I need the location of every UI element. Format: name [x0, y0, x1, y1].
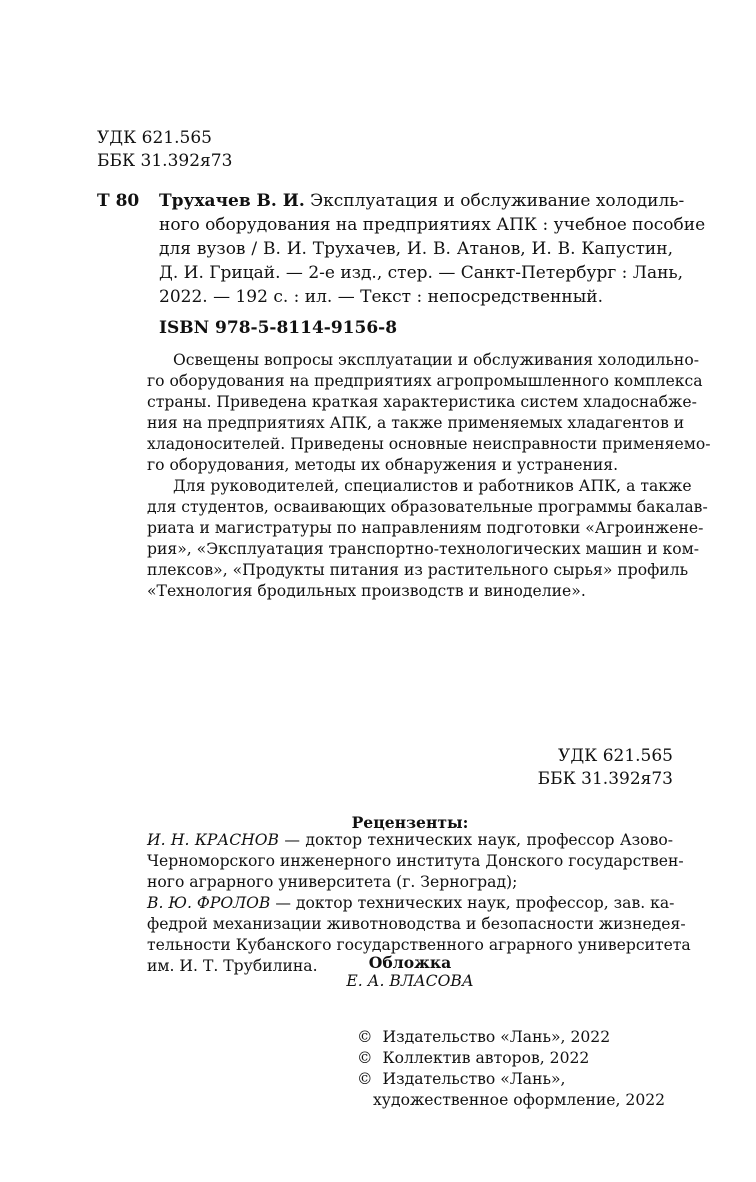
copyright-line: художественное оформление, 2022	[373, 1091, 666, 1109]
bbk-code-repeat: ББК 31.392я73	[537, 769, 673, 789]
annotation-line: для студентов, осваивающих образовательные программы бакалав-	[147, 498, 708, 516]
annotation-line: хладоносителей. Приведены основные неисправности применяемо-	[147, 435, 711, 453]
reviewer-2-name: В. Ю. ФРОЛОВ	[147, 894, 271, 912]
annotation-line: риата и магистратуры по направлениям подготовки «Агроинжене-	[147, 519, 704, 537]
copyright-symbol: ©	[357, 1049, 373, 1067]
reviewer-line: тельности Кубанского государственного аграрного университета	[147, 936, 691, 954]
reviewer-line: ного аграрного университета (г. Зерноград);	[147, 873, 518, 891]
copyright-block	[357, 1027, 665, 1111]
copyright-line: © Коллектив авторов, 2022	[357, 1049, 590, 1067]
bibliographic-description	[159, 189, 706, 309]
bib-line-5: 2022. — 192 с. : ил. — Текст : непосредственный.	[159, 287, 603, 307]
udk-code: УДК 621.565	[97, 128, 212, 148]
annotation-line: го оборудования на предприятиях агропромышленного комплекса	[147, 372, 703, 390]
annotation-line: страны. Приведена краткая характеристика систем хладоснабже-	[147, 393, 697, 411]
author-mark: Т 80	[97, 191, 140, 211]
cover-heading: Обложка	[368, 953, 452, 972]
annotation-line: рия», «Эксплуатация транспортно-технологических машин и ком-	[147, 540, 700, 558]
annotation-line: «Технология бродильных производств и виноделие».	[147, 582, 586, 600]
annotation-line: ния на предприятиях АПК, а также применяемых хладагентов и	[147, 414, 685, 432]
reviewer-line: И. Н. КРАСНОВ — доктор технических наук, профессор Азово-	[147, 831, 673, 849]
copyright-symbol: ©	[357, 1028, 373, 1046]
annotation	[147, 350, 711, 602]
annotation-line: Освещены вопросы эксплуатации и обслуживания холодильно-	[173, 351, 699, 369]
annotation-line: го оборудования, методы их обнаружения и устранения.	[147, 456, 619, 474]
author-name: Трухачев В. И.	[159, 191, 305, 211]
annotation-line: плексов», «Продукты питания из растительного сырья» профиль	[147, 561, 689, 579]
reviewer-1-name: И. Н. КРАСНОВ	[147, 831, 280, 849]
reviewer-line: федрой механизации животноводства и безопасности жизнедея-	[147, 915, 686, 933]
reviewers-heading: Рецензенты:	[351, 813, 469, 832]
copyright-symbol: ©	[357, 1070, 373, 1088]
bbk-code: ББК 31.392я73	[97, 151, 233, 171]
bib-line-3: для вузов / В. И. Трухачев, И. В. Атанов, И. В. Капустин,	[159, 239, 673, 259]
reviewer-line: им. И. Т. Трубилина.	[147, 957, 318, 975]
copyright-line: © Издательство «Лань»,	[357, 1070, 566, 1088]
udk-code-repeat: УДК 621.565	[558, 746, 673, 766]
bib-line-2: ного оборудования на предприятиях АПК : учебное пособие	[159, 215, 706, 235]
annotation-line: Для руководителей, специалистов и работников АПК, а также	[173, 477, 692, 495]
bib-line-4: Д. И. Грицай. — 2-е изд., стер. — Санкт-Петербург : Лань,	[159, 263, 684, 283]
reviewer-line: Черноморского инженерного института Донского государствен-	[147, 852, 684, 870]
copyright-line: © Издательство «Лань», 2022	[357, 1028, 611, 1046]
cover-designer: Е. А. ВЛАСОВА	[346, 972, 474, 990]
isbn: ISBN 978-5-8114-9156-8	[159, 318, 398, 338]
bib-line-1: Трухачев В. И. Эксплуатация и обслуживание холодиль-	[159, 191, 685, 211]
reviewer-line: В. Ю. ФРОЛОВ — доктор технических наук, профессор, зав. ка-	[147, 894, 675, 912]
